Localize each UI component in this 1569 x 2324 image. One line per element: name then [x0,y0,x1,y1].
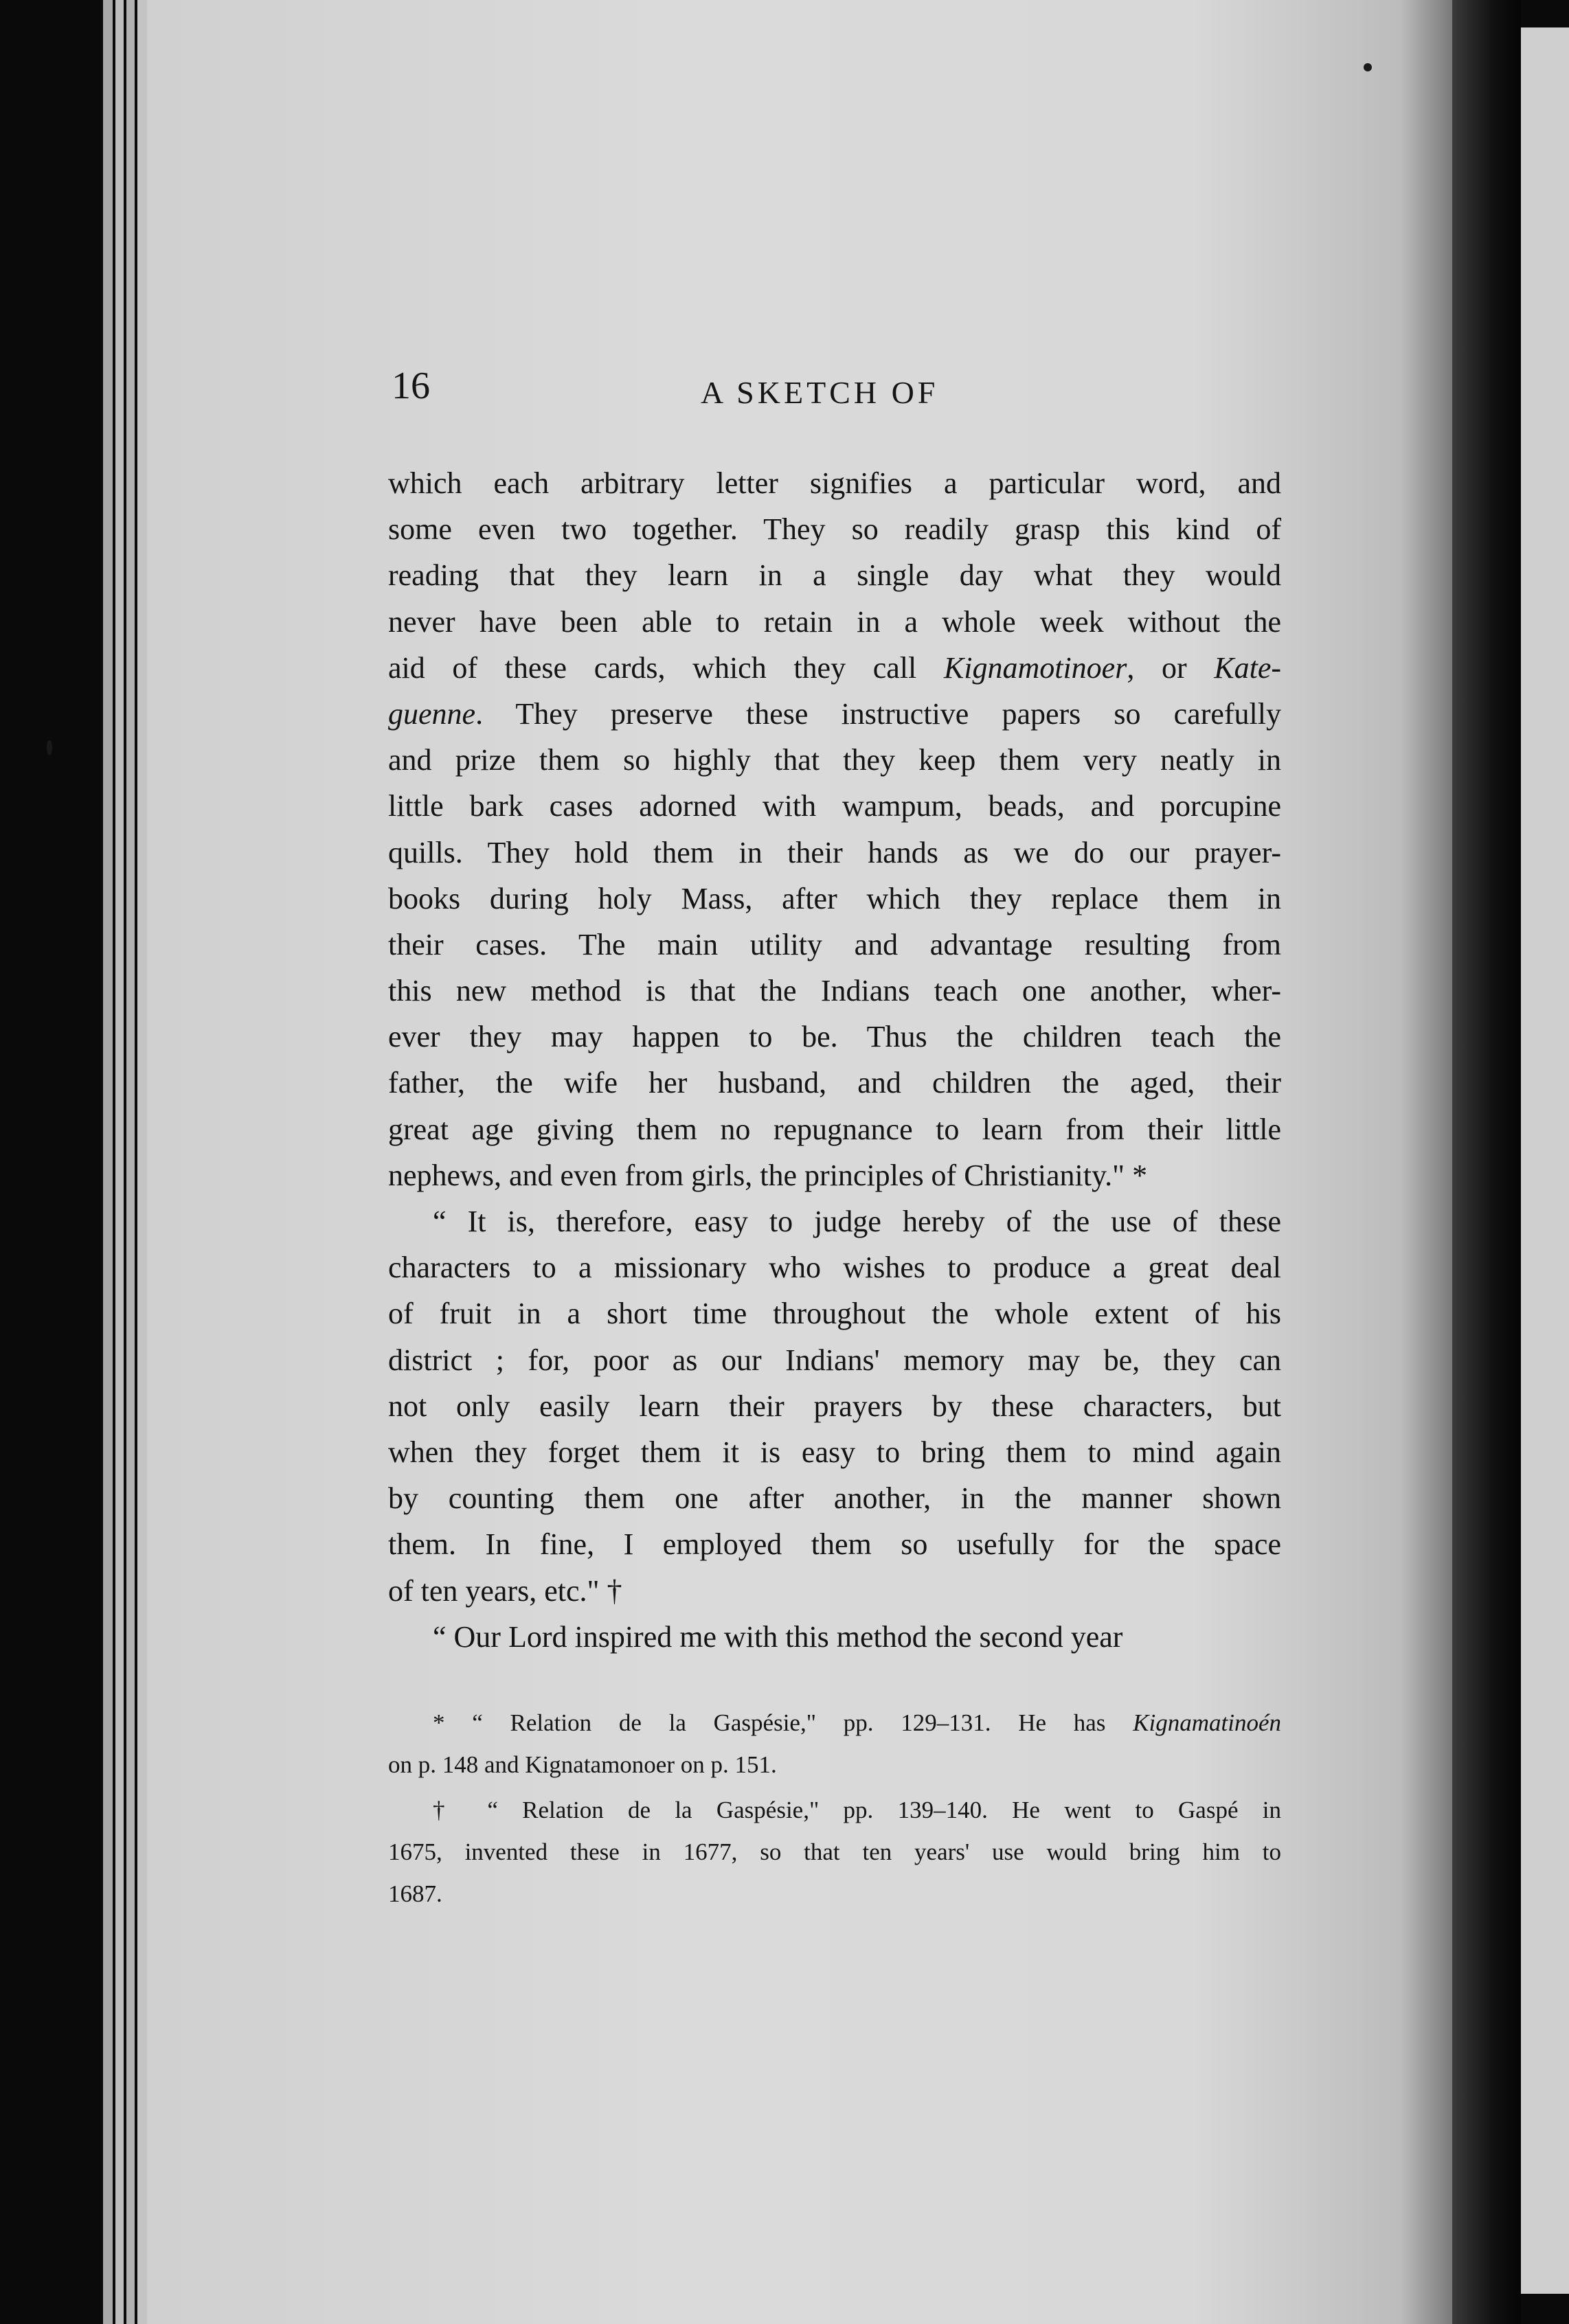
facing-page-edge [1521,27,1569,2294]
text-line: and prize them so highly that they keep them very neatly in [388,743,1281,777]
text-line: this new method is that the Indians teach one another, wher- [388,974,1281,1008]
footnote-line: 1687. [388,1880,442,1907]
italic-term: Kate- [1214,650,1282,685]
text-line: little bark cases adorned with wampum, beads, and porcupine [388,789,1281,823]
book-gutter [1452,0,1521,2324]
text-line: of ten years, etc." † [388,1573,622,1608]
text-line: which each arbitrary letter signifies a particular word, and [388,466,1281,500]
text-line: characters to a missionary who wishes to produce a great deal [388,1251,1281,1285]
text-line: of fruit in a short time throughout the whole extent of his [388,1297,1281,1331]
text-segment: . They preserve these instructive papers so carefully [475,696,1281,731]
page-number: 16 [392,365,430,407]
text-line: father, the wife her husband, and children the aged, their [388,1066,1281,1100]
text-line: some even two together. They so readily grasp this kind of [388,512,1281,547]
text-line: “ It is, therefore, easy to judge hereby of the use of these [433,1205,1281,1238]
text-segment: , or [1127,650,1215,685]
paragraph-1 [388,460,1281,1198]
running-title: A SKETCH OF [701,375,939,410]
text-line: quills. They hold them in their hands as we do our prayer- [388,835,1281,869]
italic-term: guenne [388,696,476,731]
footnote-line: † “ Relation de la Gaspésie," pp. 139–140. He went to Gaspé in [433,1797,1281,1823]
footnote-line: 1675, invented these in 1677, so that ten years' use would bring him to [388,1838,1281,1865]
text-line [388,645,1281,691]
text-line: when they forget them it is easy to bring them to mind again [388,1435,1281,1469]
text-line: great age giving them no repugnance to learn from their little [388,1112,1281,1146]
footnote-1 [388,1702,1281,1786]
text-line: them. In fine, I employed them so usefully for the space [388,1527,1281,1562]
text-line: not only easily learn their prayers by these characters, but [388,1389,1281,1423]
paragraph-2 [388,1198,1281,1614]
page-edge [115,0,124,2324]
footnote-line [388,1702,1281,1744]
text-segment: * “ Relation de la Gaspésie," pp. 129–131. He has [433,1709,1133,1736]
dust-speck [1364,63,1372,71]
footnote-line: on p. 148 and Kignatamonoer on p. 151. [388,1751,777,1778]
dust-speck [47,740,52,755]
italic-term: Kignamotinoer [943,650,1127,685]
text-line: reading that they learn in a single day what they would [388,558,1281,593]
text-line: books during holy Mass, after which they replace them in [388,881,1281,915]
italic-term: Kignamatinoén [1133,1709,1281,1736]
text-line: “ Our Lord inspired me with this method the second year [433,1620,1123,1654]
text-segment: aid of these cards, which they call [388,650,944,685]
text-line: their cases. The main utility and advantage resulting from [388,927,1281,961]
text-line: nephews, and even from girls, the principles of Christianity." * [388,1158,1148,1192]
page-edge [137,0,147,2324]
text-line: never have been able to retain in a whole week without the [388,604,1281,639]
footnote-2 [388,1789,1281,1915]
paragraph-3 [388,1614,1281,1660]
text-line: ever they may happen to be. Thus the children teach the [388,1020,1281,1054]
page-edge [103,0,113,2324]
text-line: district ; for, poor as our Indians' memory may be, they can [388,1343,1281,1377]
text-line: by counting them one after another, in the manner shown [388,1481,1281,1516]
text-line [388,691,1281,737]
page-edge [126,0,135,2324]
